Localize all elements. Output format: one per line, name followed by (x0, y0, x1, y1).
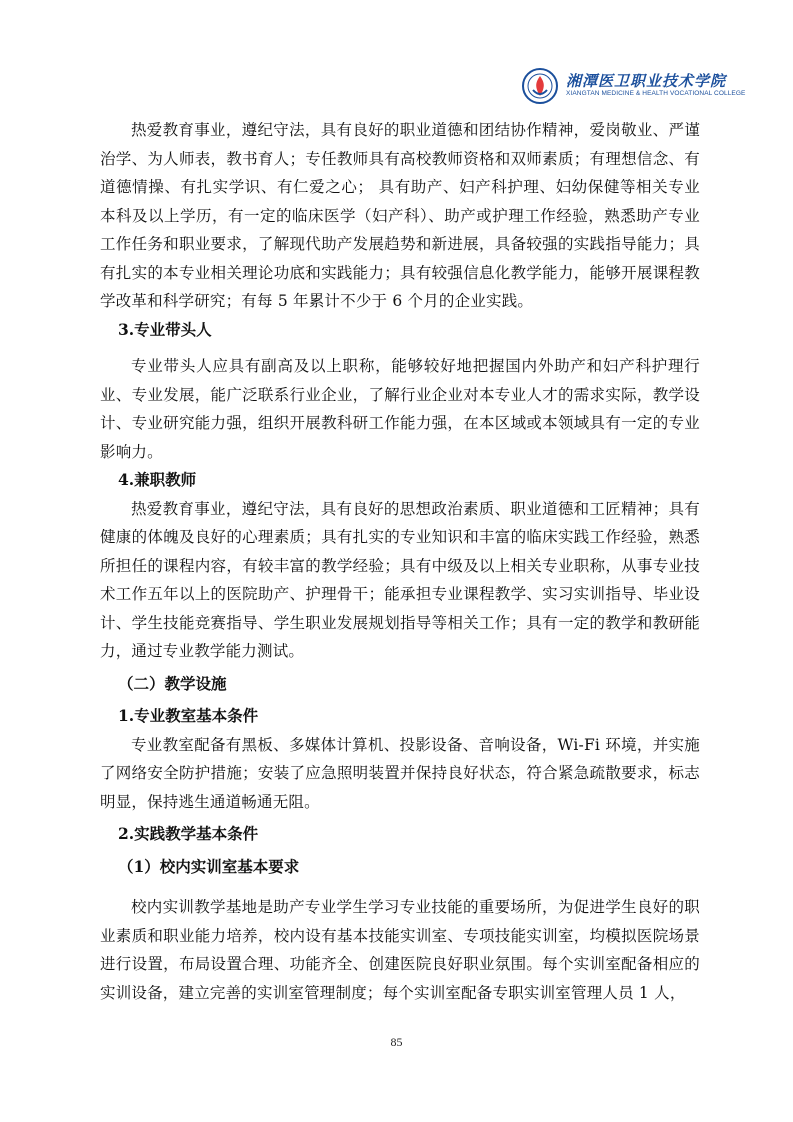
school-name-en: XIANGTAN MEDICINE & HEALTH VOCATIONAL COLLEGE (566, 90, 746, 97)
paragraph-full-time-teachers: 热爱教育事业，遵纪守法，具有良好的职业道德和团结协作精神，爱岗敬业、严谨治学、为人师表，教书育人；专任教师具有高校教师资格和双师素质；有理想信念、有道德情操、有扎实学识、有仁爱之心； 具有助产、妇产科护理、妇幼保健等相关专业本科及以上学历，有一定的临床医学（妇产科）、助产或护理工作经验，熟悉助产专业工作任务和职业要求，了解现代助产发展趋势和新进展，具备较强的实践指导能力；具有扎实的本专业相关理论功底和实践能力；具有较强信息化教学能力，能够开展课程教学改革和科学研究；有每 5 年累计不少于 6 个月的企业实践。 (100, 121, 700, 310)
heading-part-time-teachers: 4.兼职教师 (118, 470, 197, 489)
paragraph-part-time-teachers: 热爱教育事业，遵纪守法，具有良好的思想政治素质、职业道德和工匠精神；具有健康的体魄及良好的心理素质；具有扎实的专业知识和丰富的临床实践工作经验，熟悉所担任的课程内容，有较丰富的教学经验；具有中级及以上相关专业职称，从事专业技术工作五年以上的医院助产、护理骨干；能承担专业课程教学、实习实训指导、毕业设计、学生技能竞赛指导、学生职业发展规划指导等相关工作；具有一定的教学和教研能力，通过专业教学能力测试。 (100, 499, 700, 660)
paragraph-professional-leader: 专业带头人应具有副高及以上职称，能够较好地把握国内外助产和妇产科护理行业、专业发展，能广泛联系行业企业，了解行业企业对本专业人才的需求实际，教学设计、专业研究能力强，组织开展教科研工作能力强，在本区域或本领域具有一定的专业影响力。 (100, 357, 700, 461)
paragraph-classroom-conditions: 专业教室配备有黑板、多媒体计算机、投影设备、音响设备，Wi-Fi 环境，并实施了网络安全防护措施；安装了应急照明装置并保持良好状态，符合紧急疏散要求，标志明显，保持逃生通道畅通无阻。 (100, 735, 700, 811)
heading-practice-conditions: 2.实践教学基本条件 (118, 824, 259, 843)
heading-teaching-facilities: （二）教学设施 (118, 673, 227, 693)
heading-professional-leader: 3.专业带头人 (118, 319, 212, 339)
page-header (522, 64, 770, 114)
heading-oncampus-training: （1）校内实训室基本要求 (118, 856, 300, 876)
paragraph-oncampus-training: 校内实训教学基地是助产专业学生学习专业技能的重要场所，为促进学生良好的职业素质和职业能力培养，校内设有基本技能实训室、专项技能实训室，均模拟医院场景进行设置，布局设置合理、功能齐全、创建医院良好职业氛围。每个实训室配备相应的实训设备，建立完善的实训室管理制度；每个实训室配备专职实训室管理人员 1 人， (100, 898, 700, 1002)
heading-classroom-conditions: 1.专业教室基本条件 (118, 706, 259, 725)
page-number: 85 (390, 1035, 403, 1049)
document-body (100, 116, 700, 1007)
school-name: 湘潭医卫职业技术学院 (566, 72, 727, 90)
college-seal-icon (522, 68, 558, 104)
